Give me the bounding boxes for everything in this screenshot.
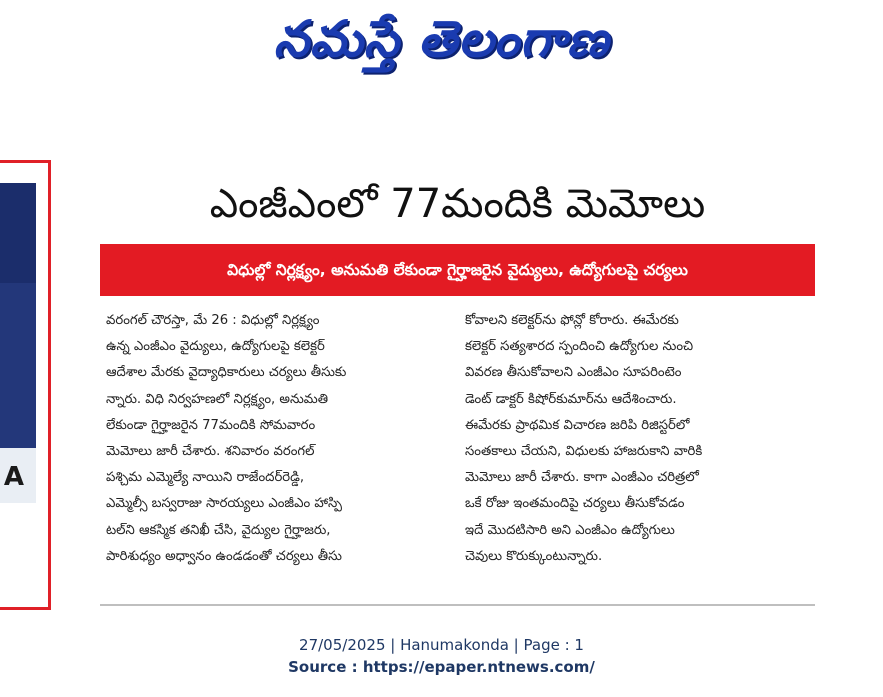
body-line: పారిశుధ్యం అధ్వానం ఉండడంతో చర్యలు తీసు	[106, 548, 342, 564]
body-line: కోవాలని కలెక్టర్‌ను ఫోన్లో కోరారు. ఈమేరకు	[465, 313, 679, 328]
body-line: వరంగల్ చౌరస్తా, మే 26 : విధుల్లో నిర్లక్ష్యం	[106, 313, 320, 328]
body-line: డెంట్ డాక్టర్ కిషోర్‌కుమార్‌ను ఆదేశించారు.	[465, 391, 677, 407]
body-line: ఎమ్మెల్సీ బస్వరాజు సారయ్యలు ఎంజీఎం హాస్పి	[106, 496, 342, 512]
article-column-right	[465, 308, 811, 570]
body-line: మెమోలు జారీ చేశారు. శనివారం వరంగల్	[106, 444, 315, 460]
edition-info: 27/05/2025 | Hanumakonda | Page : 1	[299, 636, 584, 654]
masthead	[0, 0, 883, 80]
body-line: లేకుండా గైర్హాజరైన 77మందికి సోమవారం	[106, 417, 316, 433]
adjacent-image-top	[0, 183, 36, 283]
newspaper-logo: నమస్తే తెలంగాణ	[273, 10, 610, 68]
adjacent-image-mid	[0, 283, 36, 448]
body-line: మెమోలు జారీ చేశారు. కాగా ఎంజీఎం చరిత్రలో	[465, 470, 699, 486]
body-line: టల్‌ని ఆకస్మిక తనిఖీ చేసి, వైద్యుల గైర్హాజరు,	[106, 522, 331, 538]
body-line: ఈమేరకు ప్రాథమిక విచారణ జరిపి రిజిస్టర్‌లో	[465, 417, 690, 433]
body-line: కలెక్టర్ సత్యశారద స్పందించి ఉద్యోగుల నుంచి	[465, 339, 694, 355]
body-line: సంతకాలు చేయని, విధులకు హాజరుకాని వారికి	[465, 444, 703, 460]
article-headline: ఎంజీఎంలో 77మందికి మెమోలు	[209, 181, 706, 227]
adjacent-letter: A	[3, 462, 24, 492]
body-line: చెవులు కొరుక్కుంటున్నారు.	[465, 548, 603, 564]
article-subheadline: విధుల్లో నిర్లక్ష్యం, అనుమతి లేకుండా గైర్హాజరైన వైద్యులు, ఉద్యోగులపై చర్యలు	[100, 244, 815, 296]
article-column-left	[106, 308, 452, 570]
adjacent-article-edge	[0, 160, 51, 610]
body-line: వివరణ తీసుకోవాలని ఎంజీఎం సూపరింటెం	[465, 365, 682, 381]
page-footer	[0, 634, 883, 678]
source-link[interactable]: Source : https://epaper.ntnews.com/	[288, 658, 595, 676]
body-line: ఉన్న ఎంజీఎం వైద్యులు, ఉద్యోగులపై కలెక్టర్	[106, 339, 325, 355]
adjacent-text-strip	[0, 448, 36, 503]
article-divider	[100, 604, 815, 606]
body-line: పశ్చిమ ఎమ్మెల్యే నాయిని రాజేందర్‌రెడ్డి,	[106, 470, 305, 486]
body-line: ఒకే రోజు ఇంతమందిపై చర్యలు తీసుకోవడం	[465, 496, 685, 512]
body-line: న్నారు. విధి నిర్వహణలో నిర్లక్ష్యం, అనుమతి	[106, 391, 329, 407]
body-line: ఆదేశాల మేరకు వైద్యాధికారులు చర్యలు తీసుకు	[106, 365, 347, 381]
body-line: ఇదే మొదటిసారి అని ఎంజీఎం ఉద్యోగులు	[465, 522, 675, 538]
